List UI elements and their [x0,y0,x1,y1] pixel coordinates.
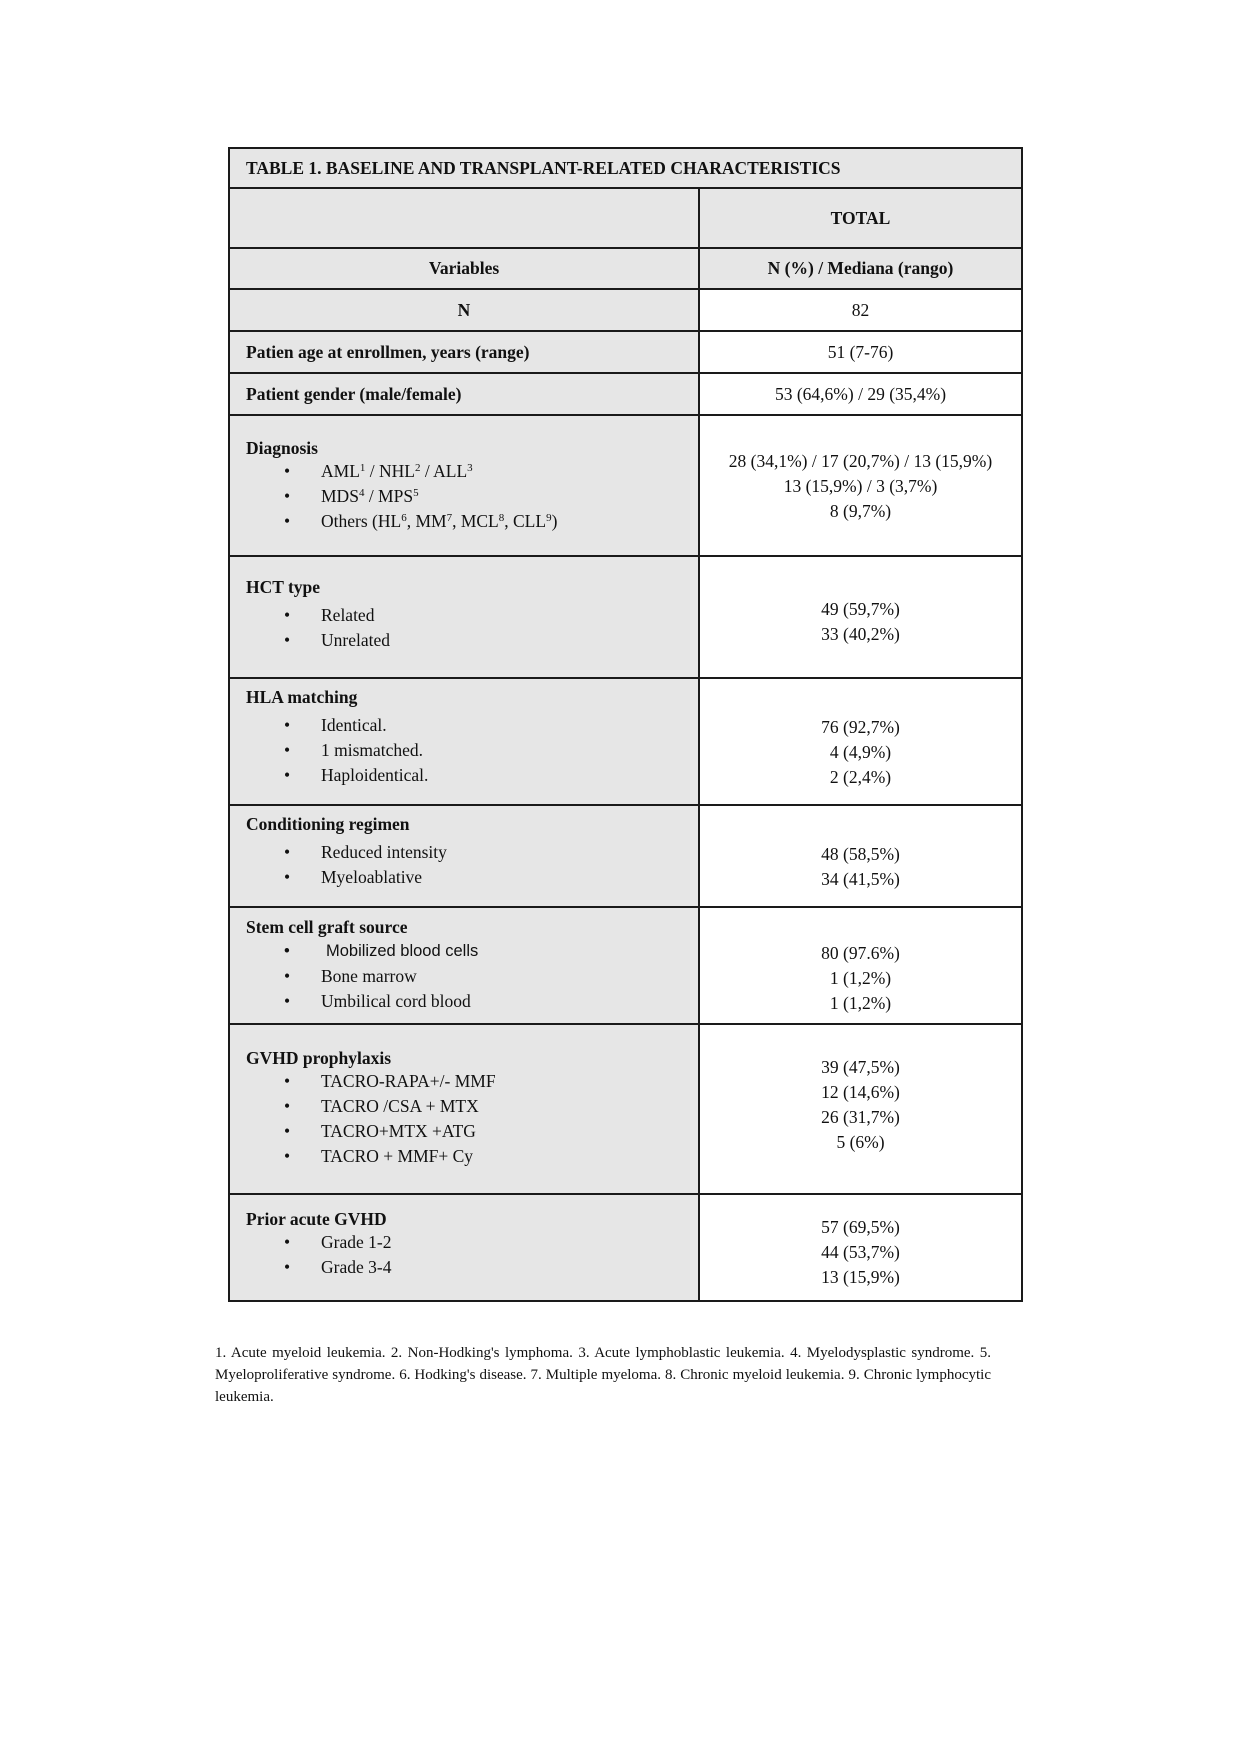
table-title: TABLE 1. BASELINE AND TRANSPLANT-RELATED CHARACTERISTICS [229,148,1022,188]
value-line: 5 (6%) [836,1132,885,1152]
value-line: 34 (41,5%) [821,869,900,889]
acute-values [699,1194,1022,1301]
list-item: • TACRO /CSA + MTX [246,1094,698,1119]
gvhd-heading: GVHD prophylaxis [246,1048,392,1068]
characteristics-table [228,147,1023,1302]
list-item: • TACRO + MMF+ Cy [246,1144,698,1169]
value-line: 44 (53,7%) [821,1242,900,1262]
list-item: • 1 mismatched. [246,738,698,763]
diagnosis-values [699,415,1022,556]
value-line: 28 (34,1%) / 17 (20,7%) / 13 (15,9%) [728,451,993,471]
list-item: • TACRO+MTX +ATG [246,1119,698,1144]
stemcell-heading: Stem cell graft source [246,917,408,937]
value-line: 13 (15,9%) [821,1267,900,1287]
diagnosis-heading: Diagnosis [246,438,318,458]
hla-heading: HLA matching [246,687,358,707]
footnote: 1. Acute myeloid leukemia. 2. Non-Hodking's lymphoma. 3. Acute lymphoblastic leukemia. 4. Myelodysplastic syndrome. 5. Myeloproliferative syndrome. 6. Hodking's disease. 7. Multiple myeloma. 8. Chronic myeloid leukemia. 9. Chronic lymphocytic leukemia. [215,1345,991,1405]
value-line: 1 (1,2%) [829,993,892,1013]
list-item: • MDS$^4$ / MPS$^5$ [246,484,698,509]
hla-cell [229,678,699,805]
list-item: • Grade 3-4 [246,1255,698,1280]
acute-heading: Prior acute GVHD [246,1209,387,1229]
list-item: • Unrelated [246,628,698,653]
list-item: • Grade 1-2 [246,1230,698,1255]
value-line: 8 (9,7%) [829,501,892,521]
diagnosis-cell [229,415,699,556]
value-line: 2 (2,4%) [829,767,892,787]
value-line: 12 (14,6%) [821,1082,900,1102]
stemcell-values [699,907,1022,1024]
value-line: 57 (69,5%) [821,1217,900,1237]
hct-heading: HCT type [246,577,321,597]
list-item: • TACRO-RAPA+/- MMF [246,1069,698,1094]
age-label: Patien age at enrollmen, years (range) [229,331,699,373]
hct-values [699,556,1022,678]
list-item: • Identical. [246,713,698,738]
n-label: N [229,289,699,331]
conditioning-heading: Conditioning regimen [246,814,410,834]
acute-cell [229,1194,699,1301]
list-item: • Haploidentical. [246,763,698,788]
n-value: 82 [699,289,1022,331]
list-item: • Reduced intensity [246,840,698,865]
value-line: 80 (97.6%) [821,943,900,963]
value-line: 48 (58,5%) [821,844,900,864]
value-line: 33 (40,2%) [821,624,900,644]
conditioning-cell [229,805,699,907]
gvhd-values [699,1024,1022,1194]
hct-cell [229,556,699,678]
gender-label: Patient gender (male/female) [229,373,699,415]
variables-header: Variables [229,248,699,289]
list-item: • Others ($HL^6$, $MM^7$, MCL$^8$, CLL$^9$) [246,509,698,534]
value-line: 26 (31,7%) [821,1107,900,1127]
conditioning-values [699,805,1022,907]
hla-values [699,678,1022,805]
list-item: • Related [246,603,698,628]
gvhd-cell [229,1024,699,1194]
value-line: 49 (59,7%) [821,599,900,619]
blank-header-cell [229,188,699,248]
list-item: • Bone marrow [246,964,698,989]
gender-value: 53 (64,6%) / 29 (35,4%) [699,373,1022,415]
value-line: 1 (1,2%) [829,968,892,988]
list-item: • Mobilized blood cells [246,939,698,964]
list-item: • Umbilical cord blood [246,989,698,1014]
total-header: TOTAL [699,188,1022,248]
value-line: 39 (47,5%) [821,1057,900,1077]
age-value: 51 (7-76) [699,331,1022,373]
list-item: • AML$^1$ / NHL$^2$ / ALL$^3$ [246,459,698,484]
list-item: • Myeloablative [246,865,698,890]
stemcell-cell [229,907,699,1024]
value-header: N (%) / Mediana (rango) [699,248,1022,289]
value-line: 76 (92,7%) [821,717,900,737]
value-line: 4 (4,9%) [829,742,892,762]
value-line: 13 (15,9%) / 3 (3,7%) [783,476,938,496]
